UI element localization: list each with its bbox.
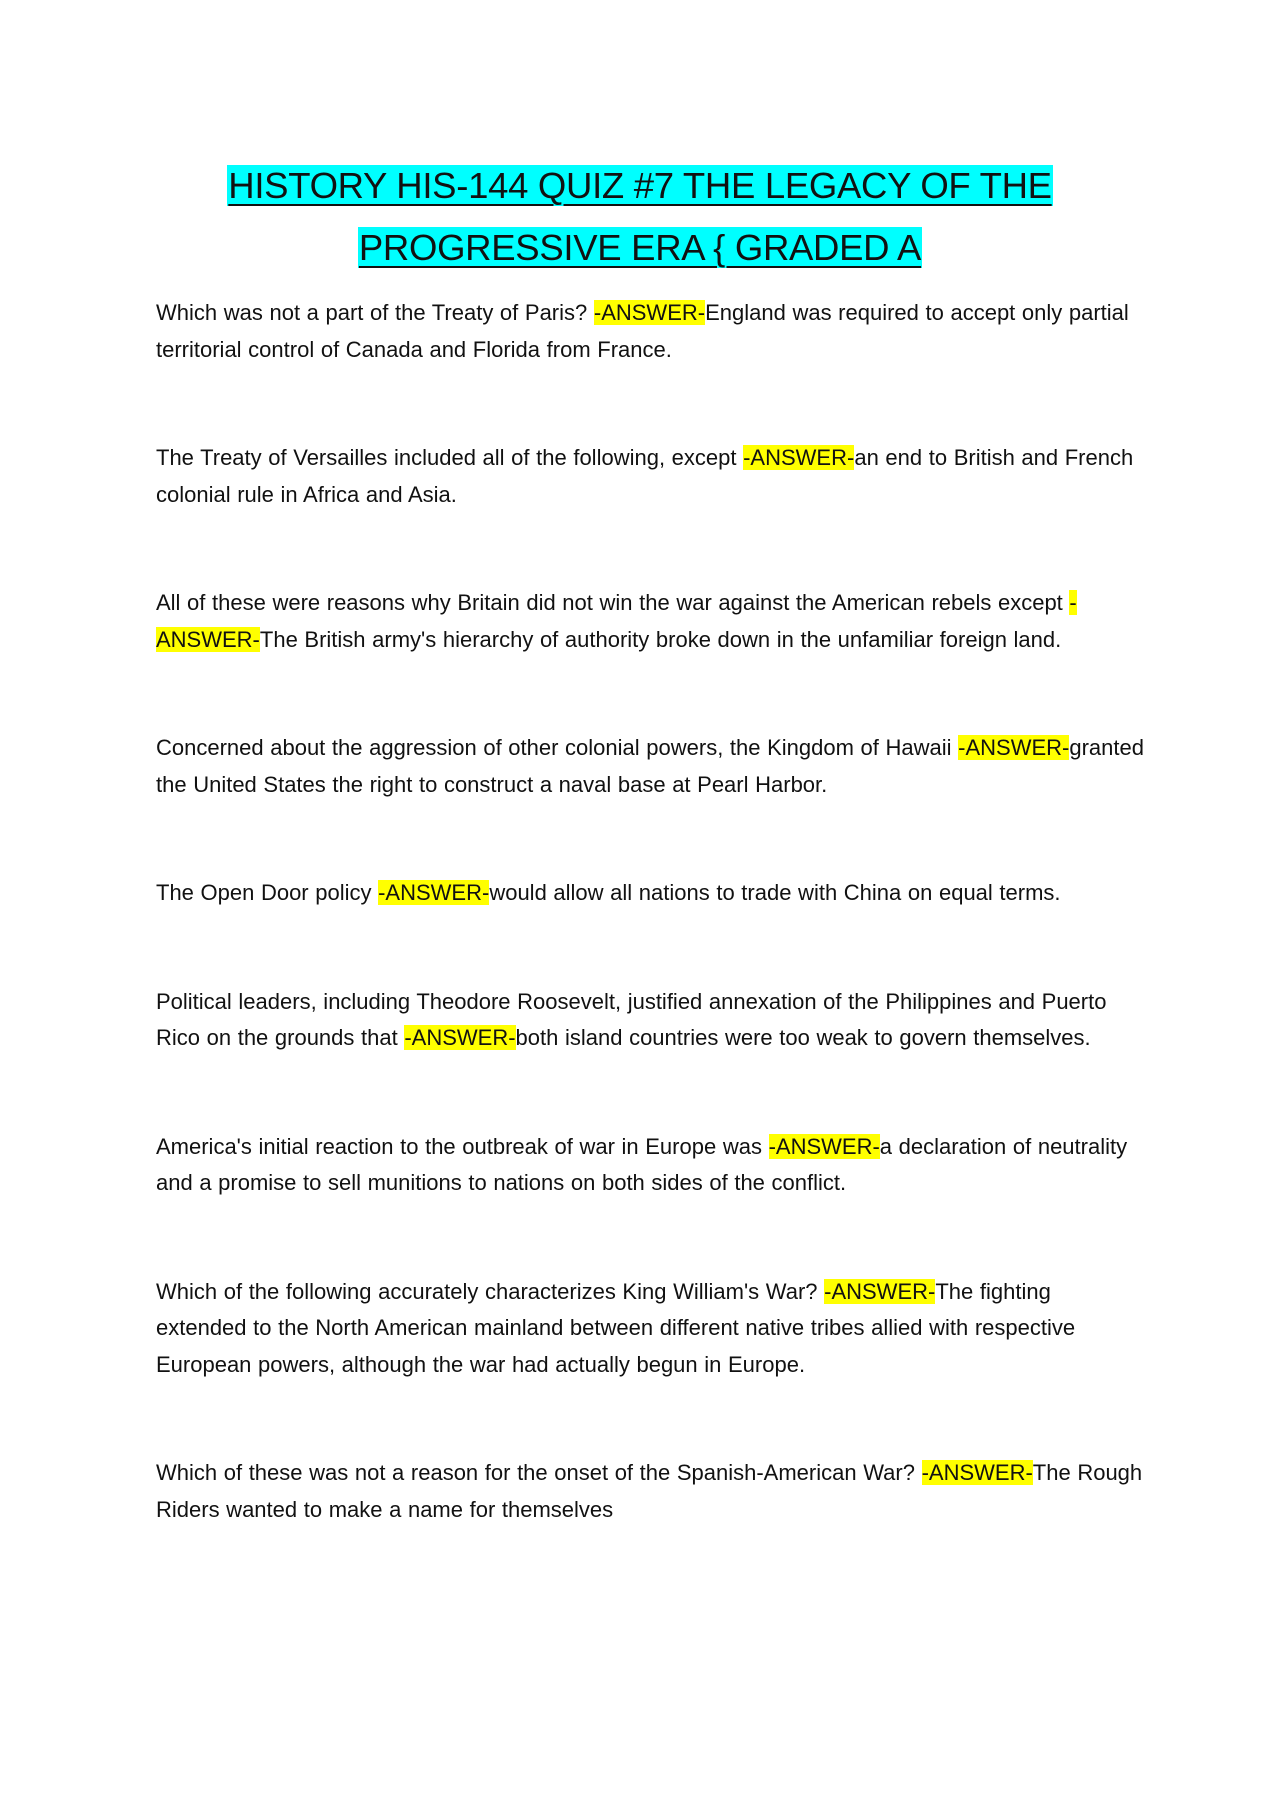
question-text: The Treaty of Versailles included all of the following, except — [156, 445, 744, 470]
question-text: Which of the following accurately characterizes King William's War? — [156, 1278, 825, 1304]
answer-text: would allow all nations to trade with China on equal terms. — [489, 880, 1061, 905]
question-text: The Open Door policy — [156, 880, 379, 905]
qa-item-3 — [156, 585, 1146, 658]
answer-tag: -ANSWER- — [156, 590, 1077, 652]
answer-tag: -ANSWER- — [768, 1133, 880, 1159]
qa-item-7 — [156, 1129, 1146, 1202]
answer-text: The British army's hierarchy of authority broke down in the unfamiliar foreign land. — [259, 626, 1062, 652]
question-text: Political leaders, including Theodore Roosevelt, justified annexation of the Philippines and Puerto Rico on the grounds that — [156, 988, 1107, 1050]
answer-tag: -ANSWER- — [378, 880, 490, 905]
qa-item-8 — [156, 1274, 1146, 1384]
answer-tag: -ANSWER- — [824, 1278, 936, 1304]
answer-text: granted the United States the right to construct a naval base at Pearl Harbor. — [156, 735, 1144, 797]
qa-item-4 — [156, 730, 1146, 803]
answer-tag: -ANSWER- — [404, 1025, 516, 1050]
question-text: Concerned about the aggression of other colonial powers, the Kingdom of Hawaii — [156, 735, 959, 760]
answer-text: an end to British and French colonial rule in Africa and Asia. — [156, 445, 1134, 507]
answer-text: England was required to accept only partial territorial control of Canada and Florida from France. — [156, 300, 1129, 362]
answer-tag: -ANSWER- — [593, 300, 706, 325]
answer-tag: -ANSWER- — [958, 735, 1070, 760]
question-text: America's initial reaction to the outbreak of war in Europe was — [156, 1133, 769, 1159]
qa-item-5 — [156, 875, 1146, 912]
answer-text: The Rough Riders wanted to make a name for themselves — [156, 1460, 1143, 1522]
question-text: Which was not a part of the Treaty of Paris? — [156, 300, 594, 325]
qa-item-6 — [156, 984, 1146, 1057]
question-text: Which of these was not a reason for the onset of the Spanish-American War? — [156, 1460, 922, 1485]
answer-tag: -ANSWER- — [921, 1460, 1033, 1485]
answer-text: The fighting extended to the North American mainland between different native tribes allied with respective European powers, although the war had actually begun in Europe. — [156, 1278, 1076, 1377]
qa-item-1 — [156, 295, 1146, 368]
document-title — [150, 155, 1130, 279]
question-text: All of these were reasons why Britain did not win the war against the American rebels except — [156, 590, 1070, 615]
title-line-2: PROGRESSIVE ERA { GRADED A — [358, 227, 922, 268]
answer-tag: -ANSWER- — [743, 445, 855, 470]
answer-text: both island countries were too weak to govern themselves. — [515, 1025, 1091, 1050]
title-line-1: HISTORY HIS-144 QUIZ #7 THE LEGACY OF THE — [228, 165, 1052, 206]
question-answer-list — [156, 295, 1146, 1600]
qa-item-2 — [156, 440, 1146, 513]
answer-text: a declaration of neutrality and a promise to sell munitions to nations on both sides of the conflict. — [156, 1133, 1128, 1195]
qa-item-9 — [156, 1455, 1146, 1528]
